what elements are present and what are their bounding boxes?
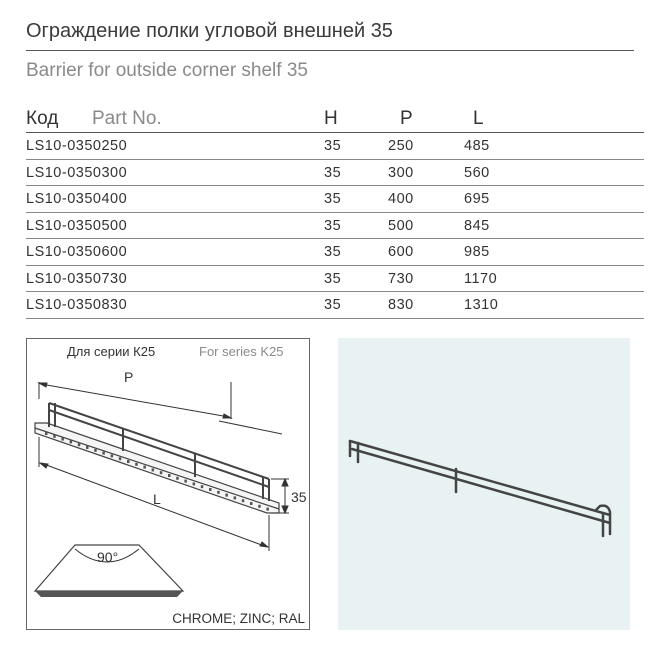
perforation-dot: [70, 440, 73, 443]
perforation-dot: [86, 446, 89, 449]
perforation-dot: [143, 466, 146, 469]
header-part-no: Part No.: [92, 108, 162, 129]
header-l: L: [473, 108, 484, 129]
barrier-drawing: [27, 339, 311, 631]
cell-h: 35: [324, 191, 342, 207]
finish-options: CHROME; ZINC; RAL: [172, 611, 305, 626]
perforation-dot: [176, 477, 179, 480]
cell-code: LS10-0350250: [26, 138, 128, 154]
perforation-dot: [184, 480, 187, 483]
perforation-dot: [168, 474, 171, 477]
table-row: [26, 160, 644, 187]
title-russian: Ограждение полки угловой внешней 35: [26, 20, 393, 42]
cell-code: LS10-0350400: [26, 191, 128, 207]
product-photo-panel: [338, 338, 630, 630]
perforation-dot: [94, 449, 97, 452]
dimension-l: L: [153, 491, 161, 507]
perforation-dot: [45, 432, 48, 435]
perforation-dot: [225, 494, 228, 497]
perforation-dot: [160, 471, 163, 474]
cell-p: 730: [388, 270, 414, 287]
perforation-dot: [78, 443, 81, 446]
perforation-dot: [135, 463, 138, 466]
table-row: [26, 186, 644, 213]
perforation-dot: [193, 482, 196, 485]
cell-h: 35: [324, 164, 342, 181]
dimension-p: P: [124, 369, 134, 385]
perforation-dot: [102, 452, 105, 455]
cell-l: 845: [464, 217, 490, 234]
perforation-dot: [119, 457, 122, 460]
perforation-dot: [127, 460, 130, 463]
perforation-dot: [61, 438, 64, 441]
cell-code: LS10-0350300: [26, 164, 128, 181]
spec-table: [26, 106, 644, 319]
cell-p: 250: [388, 138, 414, 154]
perforation-dot: [201, 485, 204, 488]
cell-h: 35: [324, 244, 342, 260]
table-row: [26, 133, 644, 160]
title-english: Barrier for outside corner shelf 35: [26, 60, 308, 81]
cell-l: 1310: [464, 297, 499, 313]
header-p: P: [400, 108, 413, 129]
cell-l: 1170: [464, 270, 498, 287]
cell-h: 35: [324, 138, 342, 154]
perforation-dot: [217, 491, 220, 494]
perforation-dot: [209, 488, 212, 491]
diagram-panel: [26, 338, 310, 630]
series-label-ru: Для серии К25: [67, 344, 156, 359]
dimension-h: 35: [291, 489, 307, 505]
table-row: [26, 266, 644, 293]
series-label-en: For series K25: [199, 344, 284, 359]
header-h: H: [324, 108, 338, 129]
cell-h: 35: [324, 297, 342, 313]
perforation-dot: [250, 502, 253, 505]
cell-code: LS10-0350730: [26, 270, 128, 287]
title-divider: [26, 50, 634, 51]
table-header: [26, 106, 644, 133]
header-code: Код: [26, 108, 59, 129]
corner-angle: 90°: [97, 549, 119, 565]
cell-l: 695: [464, 191, 490, 207]
cell-p: 500: [388, 217, 414, 234]
cell-h: 35: [324, 270, 342, 287]
table-row: [26, 213, 644, 240]
cell-code: LS10-0350500: [26, 217, 128, 234]
perforation-dot: [266, 508, 269, 511]
perforation-dot: [111, 454, 114, 457]
cell-h: 35: [324, 217, 342, 234]
cell-p: 300: [388, 164, 414, 181]
perforation-dot: [53, 435, 56, 438]
cell-p: 600: [388, 244, 414, 260]
cell-l: 985: [464, 244, 490, 260]
cell-p: 830: [388, 297, 414, 313]
perforation-dot: [152, 468, 155, 471]
barrier-photo: [338, 338, 630, 630]
table-row: [26, 239, 644, 266]
cell-p: 400: [388, 191, 414, 207]
cell-code: LS10-0350830: [26, 297, 128, 313]
table-row: [26, 292, 644, 319]
perforation-dot: [234, 496, 237, 499]
cell-l: 560: [464, 164, 490, 181]
cell-code: LS10-0350600: [26, 244, 128, 260]
perforation-dot: [258, 505, 261, 508]
perforation-dot: [242, 499, 245, 502]
cell-l: 485: [464, 138, 490, 154]
